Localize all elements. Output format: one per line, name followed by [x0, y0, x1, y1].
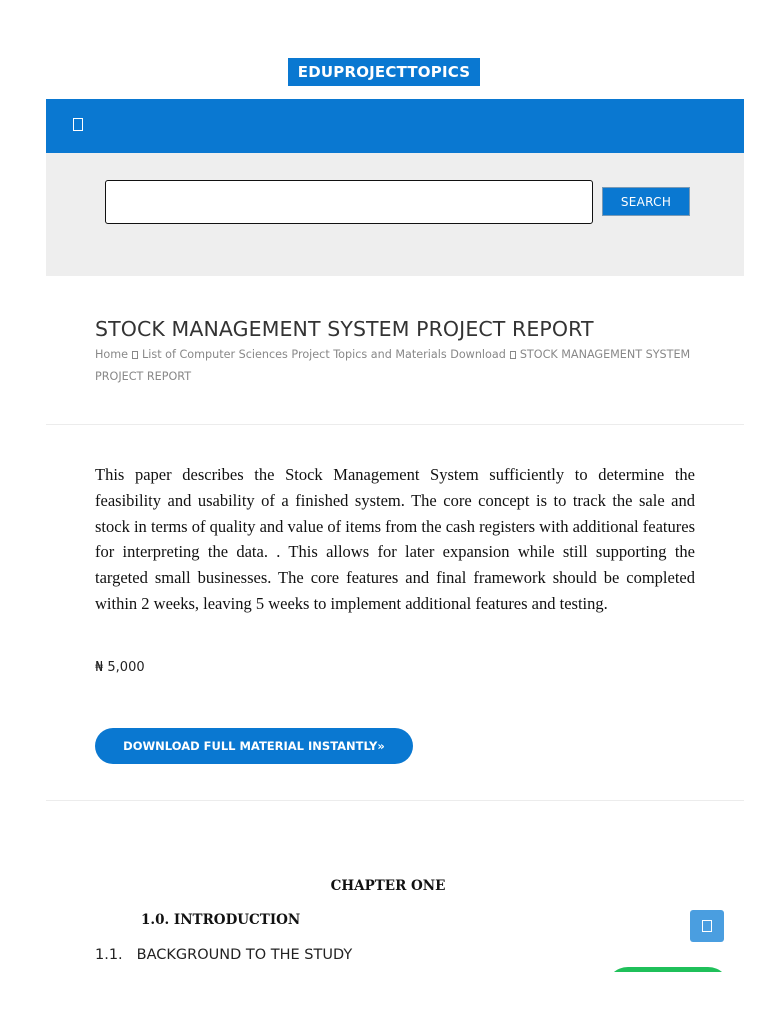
breadcrumb-separator-icon	[132, 351, 138, 359]
breadcrumb-current: STOCK MANAGEMENT SYSTEM PROJECT REPORT	[95, 348, 691, 383]
logo-container	[0, 58, 768, 86]
navbar	[46, 99, 744, 153]
section-number: 1.1.	[95, 947, 123, 963]
divider	[46, 800, 744, 801]
arrow-up-icon	[702, 920, 712, 932]
page-bottom	[0, 972, 768, 1024]
intro-heading: 1.0. INTRODUCTION	[141, 912, 301, 928]
download-button[interactable]: DOWNLOAD FULL MATERIAL INSTANTLY»	[95, 728, 413, 764]
search-bar	[46, 153, 744, 276]
divider	[46, 424, 744, 425]
chapter-heading: CHAPTER ONE	[330, 878, 446, 894]
price: ₦ 5,000	[95, 660, 145, 675]
search-input[interactable]	[105, 180, 593, 224]
scroll-top-button[interactable]	[690, 910, 724, 942]
breadcrumb-separator-icon	[510, 351, 516, 359]
section-heading	[95, 947, 352, 963]
breadcrumb-category[interactable]: List of Computer Sciences Project Topics and Materials Download	[142, 348, 506, 361]
section-title: BACKGROUND TO THE STUDY	[136, 947, 353, 963]
search-button[interactable]: SEARCH	[602, 187, 690, 216]
page-title: STOCK MANAGEMENT SYSTEM PROJECT REPORT	[95, 317, 594, 341]
breadcrumb-home[interactable]: Home	[95, 348, 129, 361]
breadcrumb	[95, 344, 695, 388]
site-logo[interactable]: EDUPROJECTTOPICS	[288, 58, 480, 86]
menu-icon[interactable]	[73, 118, 83, 131]
product-description: This paper describes the Stock Management System sufficiently to determine the feasibility and usability of a finished system. The core concept is to track the sale and stock in terms of quality and value of items from the cash registers with additional features for interpreting the data. . This allows for later expansion while still supporting the targeted small businesses. The core features and final framework should be completed within 2 weeks, leaving 5 weeks to implement additional features and testing.	[95, 465, 695, 613]
